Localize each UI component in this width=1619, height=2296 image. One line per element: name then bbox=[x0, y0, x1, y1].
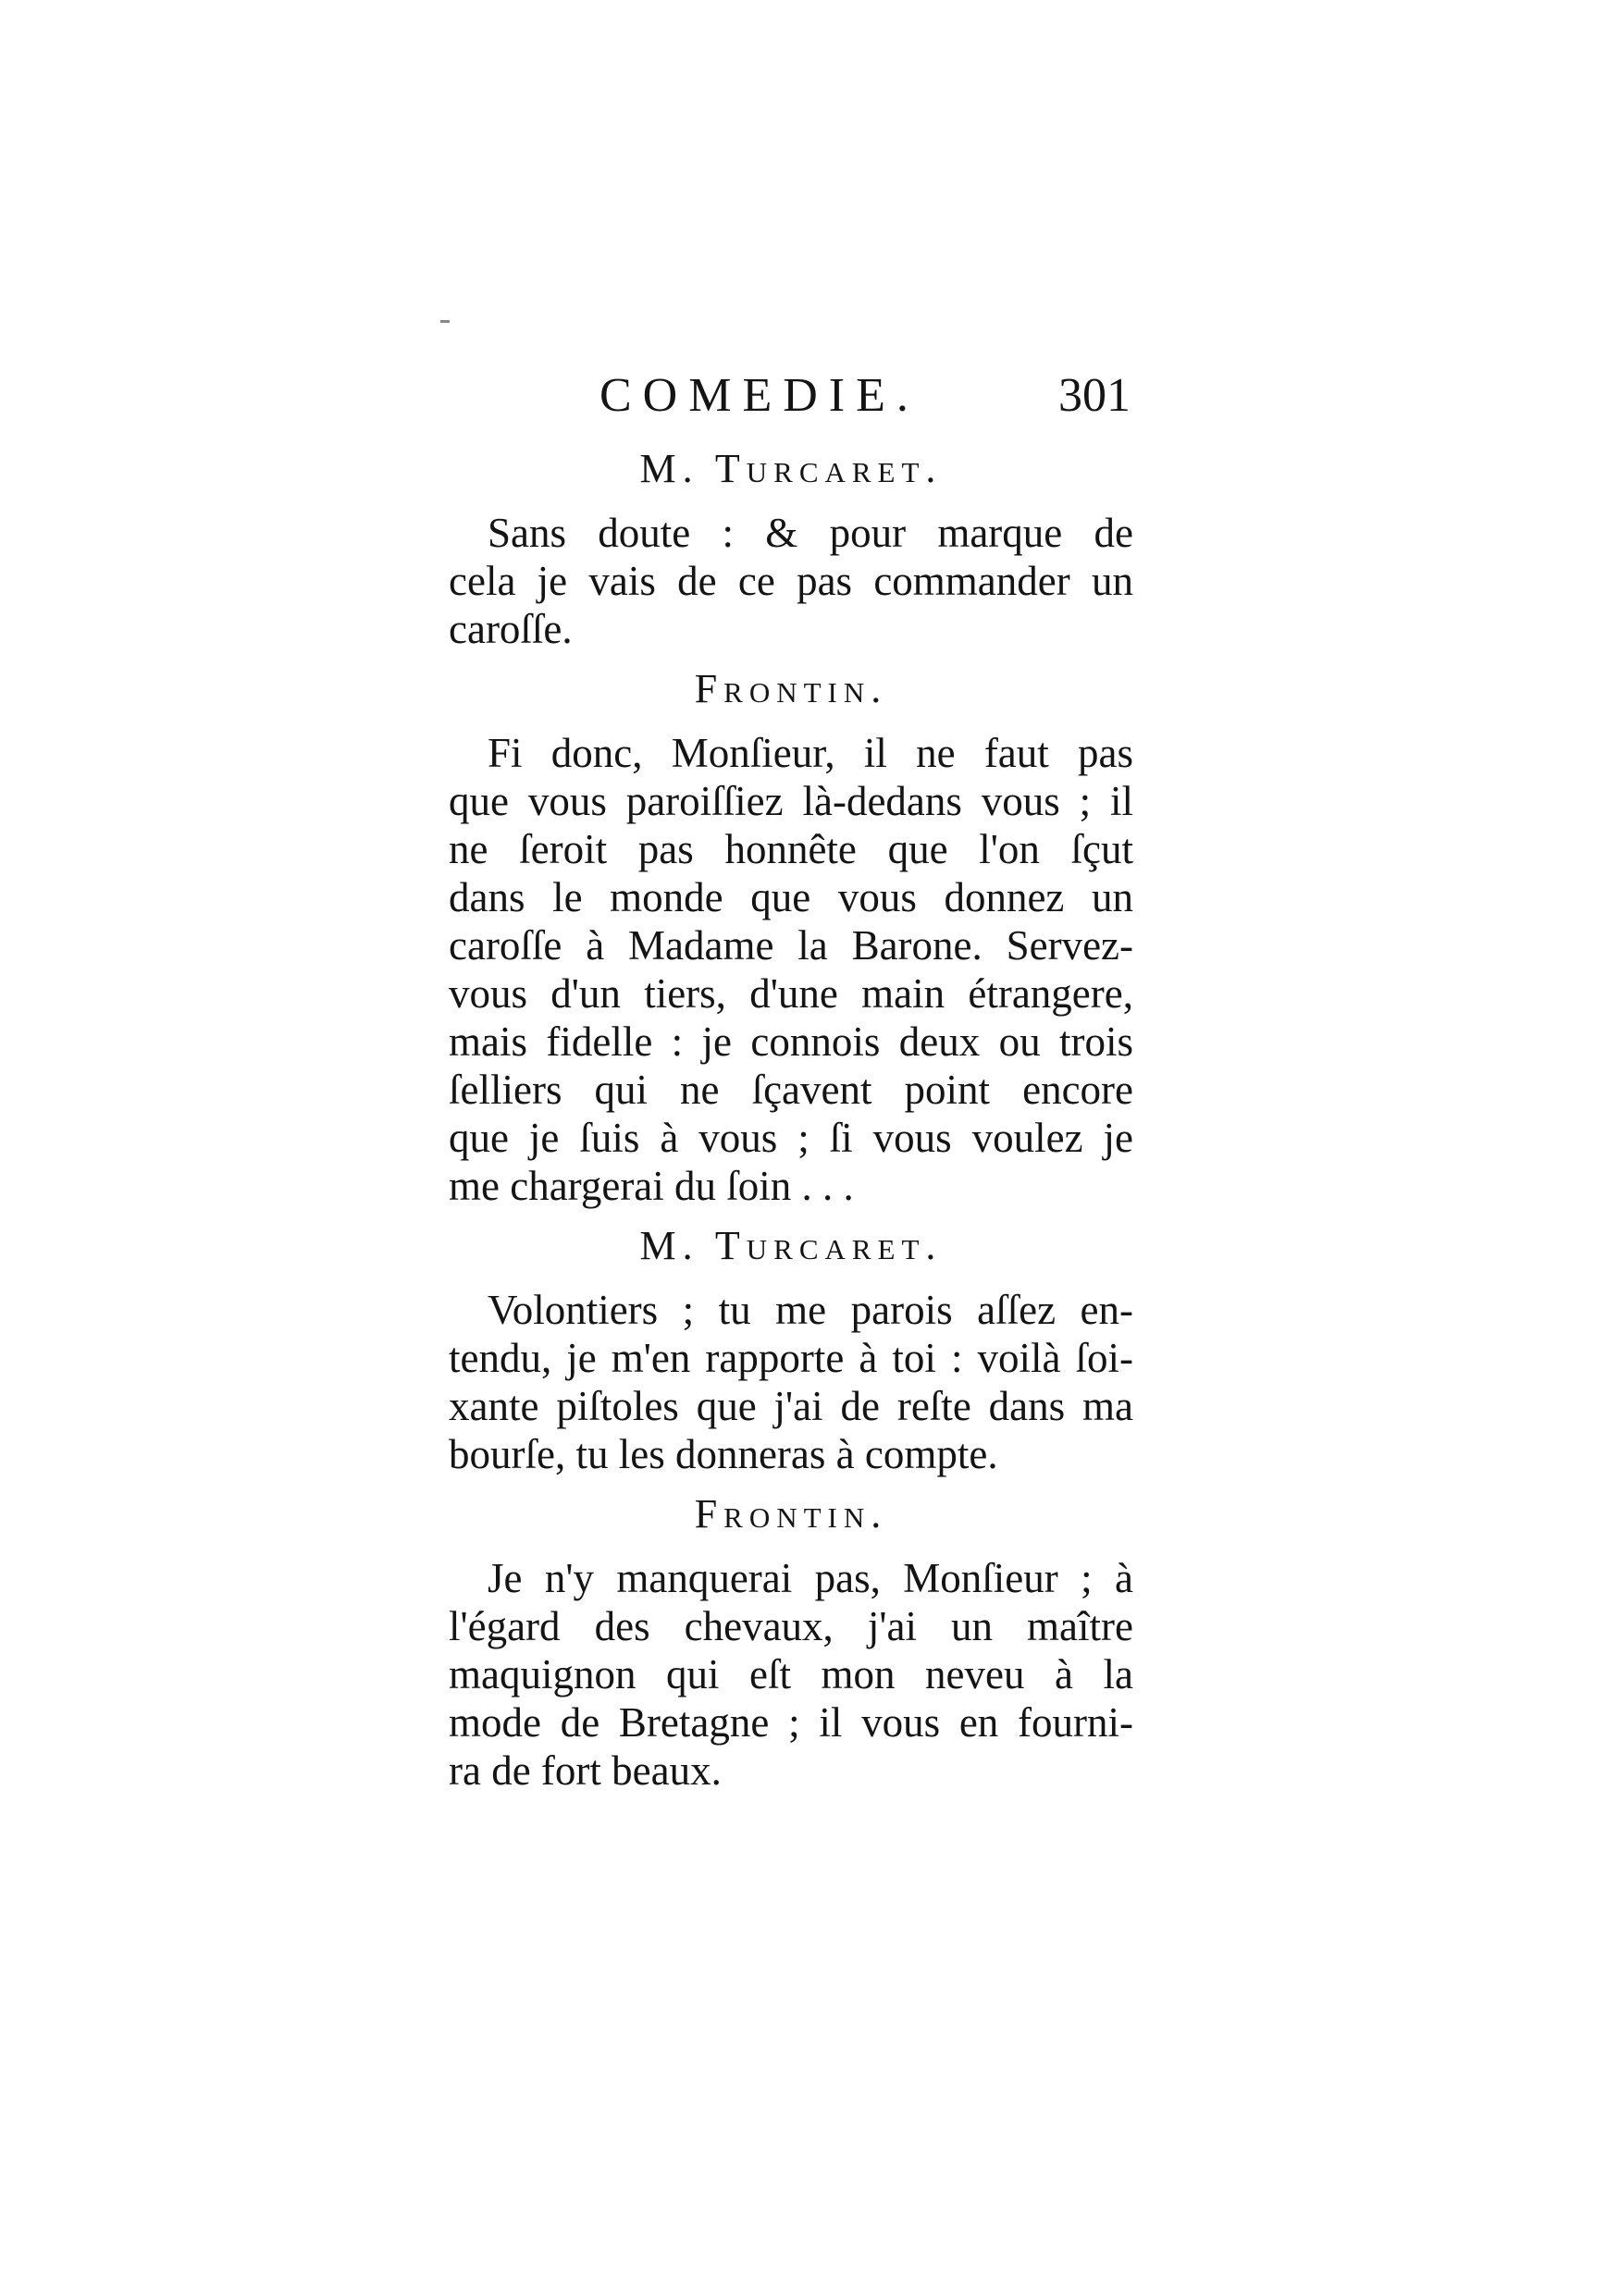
page-number: 301 bbox=[1058, 369, 1131, 422]
running-title: COMEDIE. bbox=[599, 369, 920, 422]
text-line: maquignon qui eſt mon neveu à la bbox=[449, 1651, 1133, 1697]
speaker-heading: M. Turcaret. bbox=[639, 446, 943, 491]
text-line: xante piſtoles que j'ai de reſte dans ma bbox=[449, 1383, 1133, 1429]
speaker-heading: Frontin. bbox=[694, 666, 888, 711]
text-line: mais fidelle : je connois deux ou trois bbox=[449, 1018, 1133, 1065]
dialogue-text bbox=[449, 433, 1133, 1795]
text-line: Sans doute : & pour marque de bbox=[488, 510, 1133, 556]
text-line: cela je vais de ce pas commander un bbox=[449, 558, 1133, 604]
text-line: l'égard des chevaux, j'ai un maître bbox=[449, 1603, 1133, 1649]
text-line: dans le monde que vous donnez un bbox=[449, 874, 1133, 920]
text-line: mode de Bretagne ; il vous en fourni- bbox=[449, 1699, 1133, 1746]
text-line: tendu, je m'en rapporte à toi : voilà ſoi- bbox=[449, 1335, 1133, 1381]
speech-paragraph bbox=[449, 1554, 1133, 1795]
text-line: Je n'y manquerai pas, Monſieur ; à bbox=[488, 1555, 1133, 1601]
text-line: ra de fort beaux. bbox=[449, 1747, 722, 1794]
text-line: que je ſuis à vous ; ſi vous voulez je bbox=[449, 1115, 1133, 1161]
text-line: vous d'un tiers, d'une main étrangere, bbox=[449, 970, 1133, 1017]
speaker-heading: M. Turcaret. bbox=[639, 1223, 943, 1268]
text-line: caroſſe. bbox=[449, 606, 573, 652]
text-line: caroſſe à Madame la Barone. Servez- bbox=[449, 922, 1133, 969]
text-line: me chargerai du ſoin . . . bbox=[449, 1163, 854, 1209]
text-line: que vous paroiſſiez là-dedans vous ; il bbox=[449, 778, 1133, 824]
text-line: bourſe, tu les donneras à compte. bbox=[449, 1431, 998, 1477]
text-line: Fi donc, Monſieur, il ne faut pas bbox=[488, 730, 1133, 776]
speaker-heading: Frontin. bbox=[694, 1491, 888, 1537]
speech-paragraph bbox=[449, 729, 1133, 1210]
text-line: Volontiers ; tu me parois aſſez en- bbox=[488, 1287, 1133, 1333]
speech-paragraph bbox=[449, 1286, 1133, 1478]
ink-speck bbox=[440, 320, 450, 323]
speech-paragraph bbox=[449, 509, 1133, 653]
page-header bbox=[592, 359, 1147, 433]
text-line: ne ſeroit pas honnête que l'on ſçut bbox=[449, 826, 1133, 872]
text-line: ſelliers qui ne ſçavent point encore bbox=[449, 1067, 1133, 1113]
